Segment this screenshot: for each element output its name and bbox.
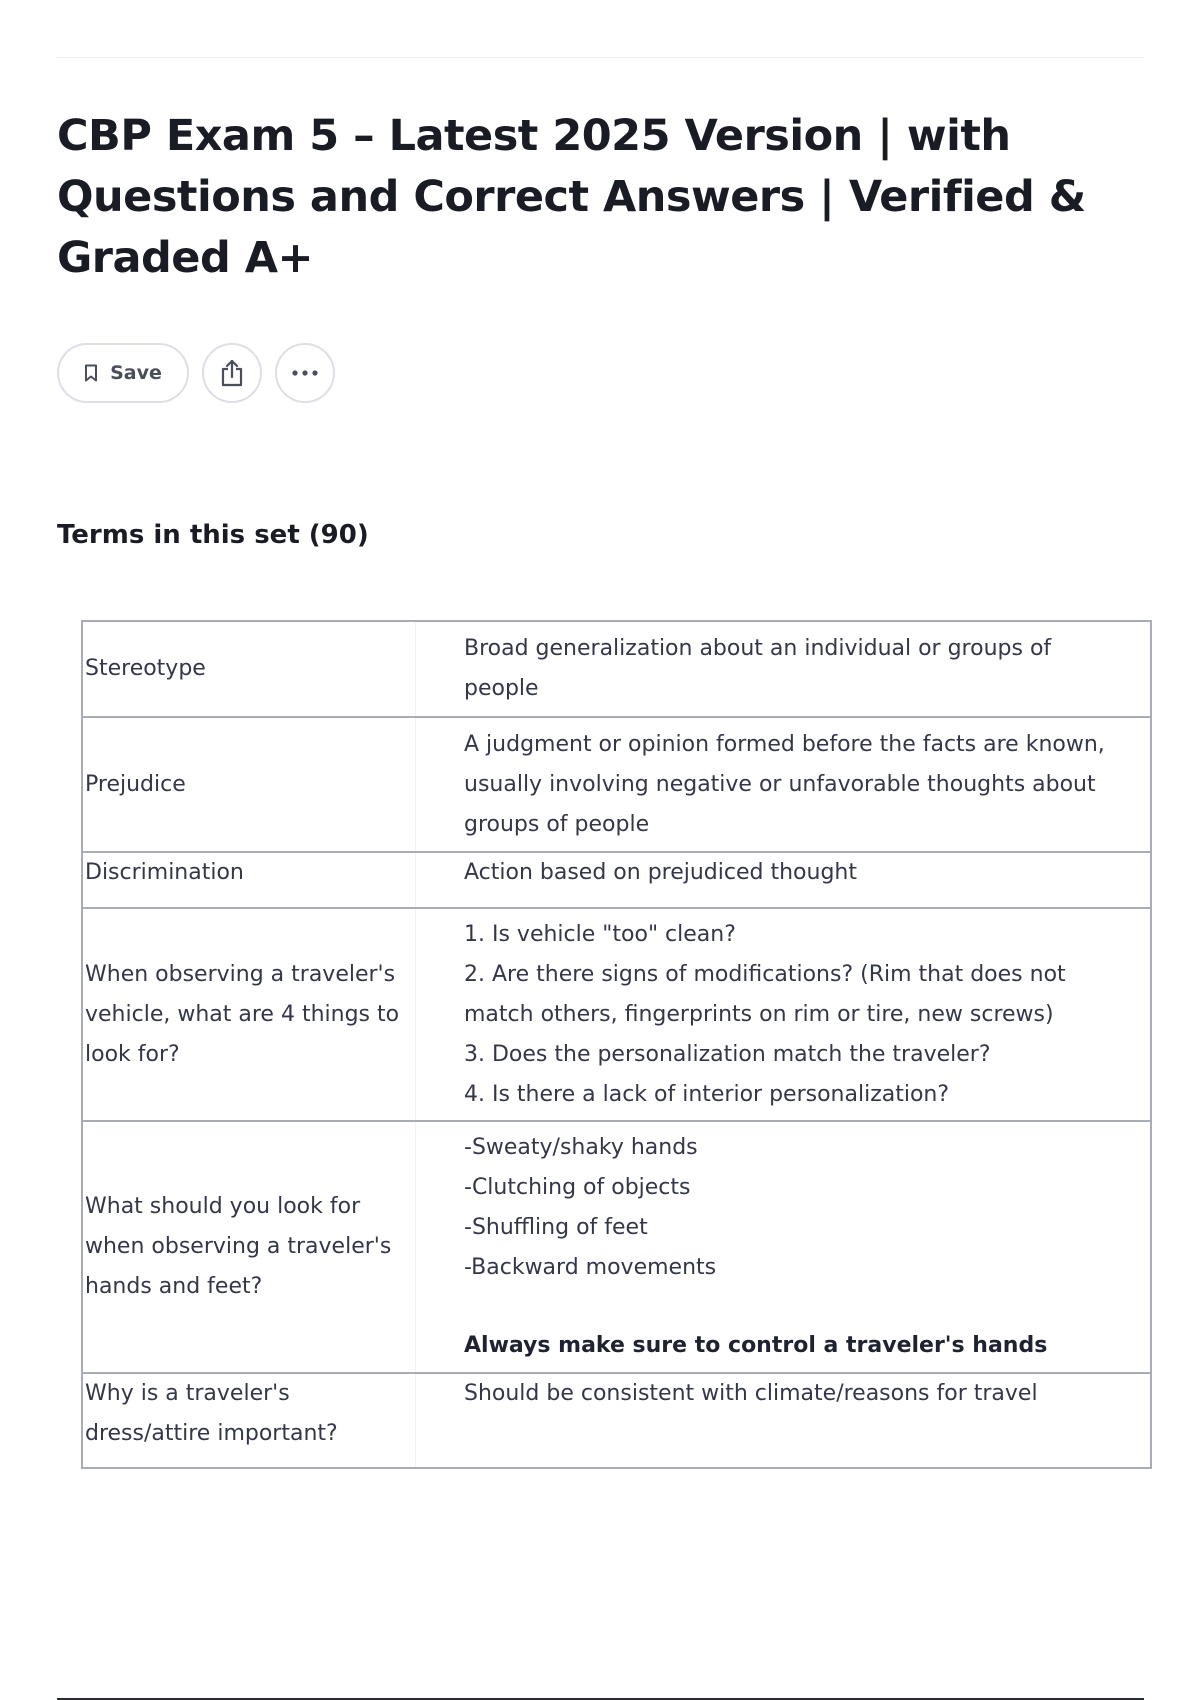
top-divider (57, 57, 1144, 58)
term-cell: Stereotype (82, 621, 416, 717)
share-button[interactable] (202, 343, 262, 403)
save-button-label: Save (110, 362, 162, 384)
term-cell: Why is a traveler's dress/attire important? (82, 1373, 416, 1468)
more-options-button[interactable] (275, 343, 335, 403)
definition-emphasis: Always make sure to control a traveler's hands (464, 1333, 1048, 1358)
definition-line: -Shuffling of feet (464, 1215, 648, 1240)
definition-line: -Clutching of objects (464, 1175, 691, 1200)
terms-heading: Terms in this set (90) (57, 520, 369, 550)
table-row (82, 717, 1151, 852)
definition-cell (416, 852, 1152, 908)
definition-line: -Backward movements (464, 1255, 717, 1280)
table-row (82, 908, 1151, 1121)
definition-line: 4. Is there a lack of interior personalization? (464, 1081, 950, 1107)
table-row (82, 621, 1151, 717)
save-button[interactable] (57, 343, 189, 403)
definition-cell (416, 621, 1152, 717)
definition-line: 3. Does the personalization match the traveler? (464, 1041, 991, 1067)
definition-line: 2. Are there signs of modifications? (Rim that does not match others, fingerprints on rim or tire, new screws) (464, 961, 1066, 1027)
definition-line: 1. Is vehicle "too" clean? (464, 921, 736, 947)
definition-cell (416, 1121, 1152, 1373)
definition-cell (416, 1373, 1152, 1468)
bookmark-icon (84, 364, 98, 382)
table-row (82, 1121, 1151, 1373)
action-bar (57, 343, 348, 403)
definition-cell (416, 717, 1152, 852)
table-row (82, 852, 1151, 908)
table-row (82, 1373, 1151, 1468)
more-icon (291, 369, 319, 377)
term-cell: Prejudice (82, 717, 416, 852)
definition-line: -Sweaty/shaky hands (464, 1135, 698, 1160)
share-icon (219, 359, 245, 387)
definition-line: Should be consistent with climate/reasons for travel (464, 1381, 1038, 1406)
page-title: CBP Exam 5 – Latest 2025 Version | with Questions and Correct Answers | Verified & Graded A+ (57, 111, 1086, 283)
term-cell: What should you look for when observing a traveler's hands and feet? (82, 1121, 416, 1373)
definition-line: Broad generalization about an individual or groups of people (464, 636, 1052, 701)
definition-cell (416, 908, 1152, 1121)
definition-line: Action based on prejudiced thought (464, 860, 857, 885)
definition-line: A judgment or opinion formed before the facts are known, usually involving negative or unfavorable thoughts about groups of people (464, 731, 1105, 837)
term-cell: Discrimination (82, 852, 416, 908)
term-cell: When observing a traveler's vehicle, what are 4 things to look for? (82, 908, 416, 1121)
terms-table (81, 620, 1152, 1469)
